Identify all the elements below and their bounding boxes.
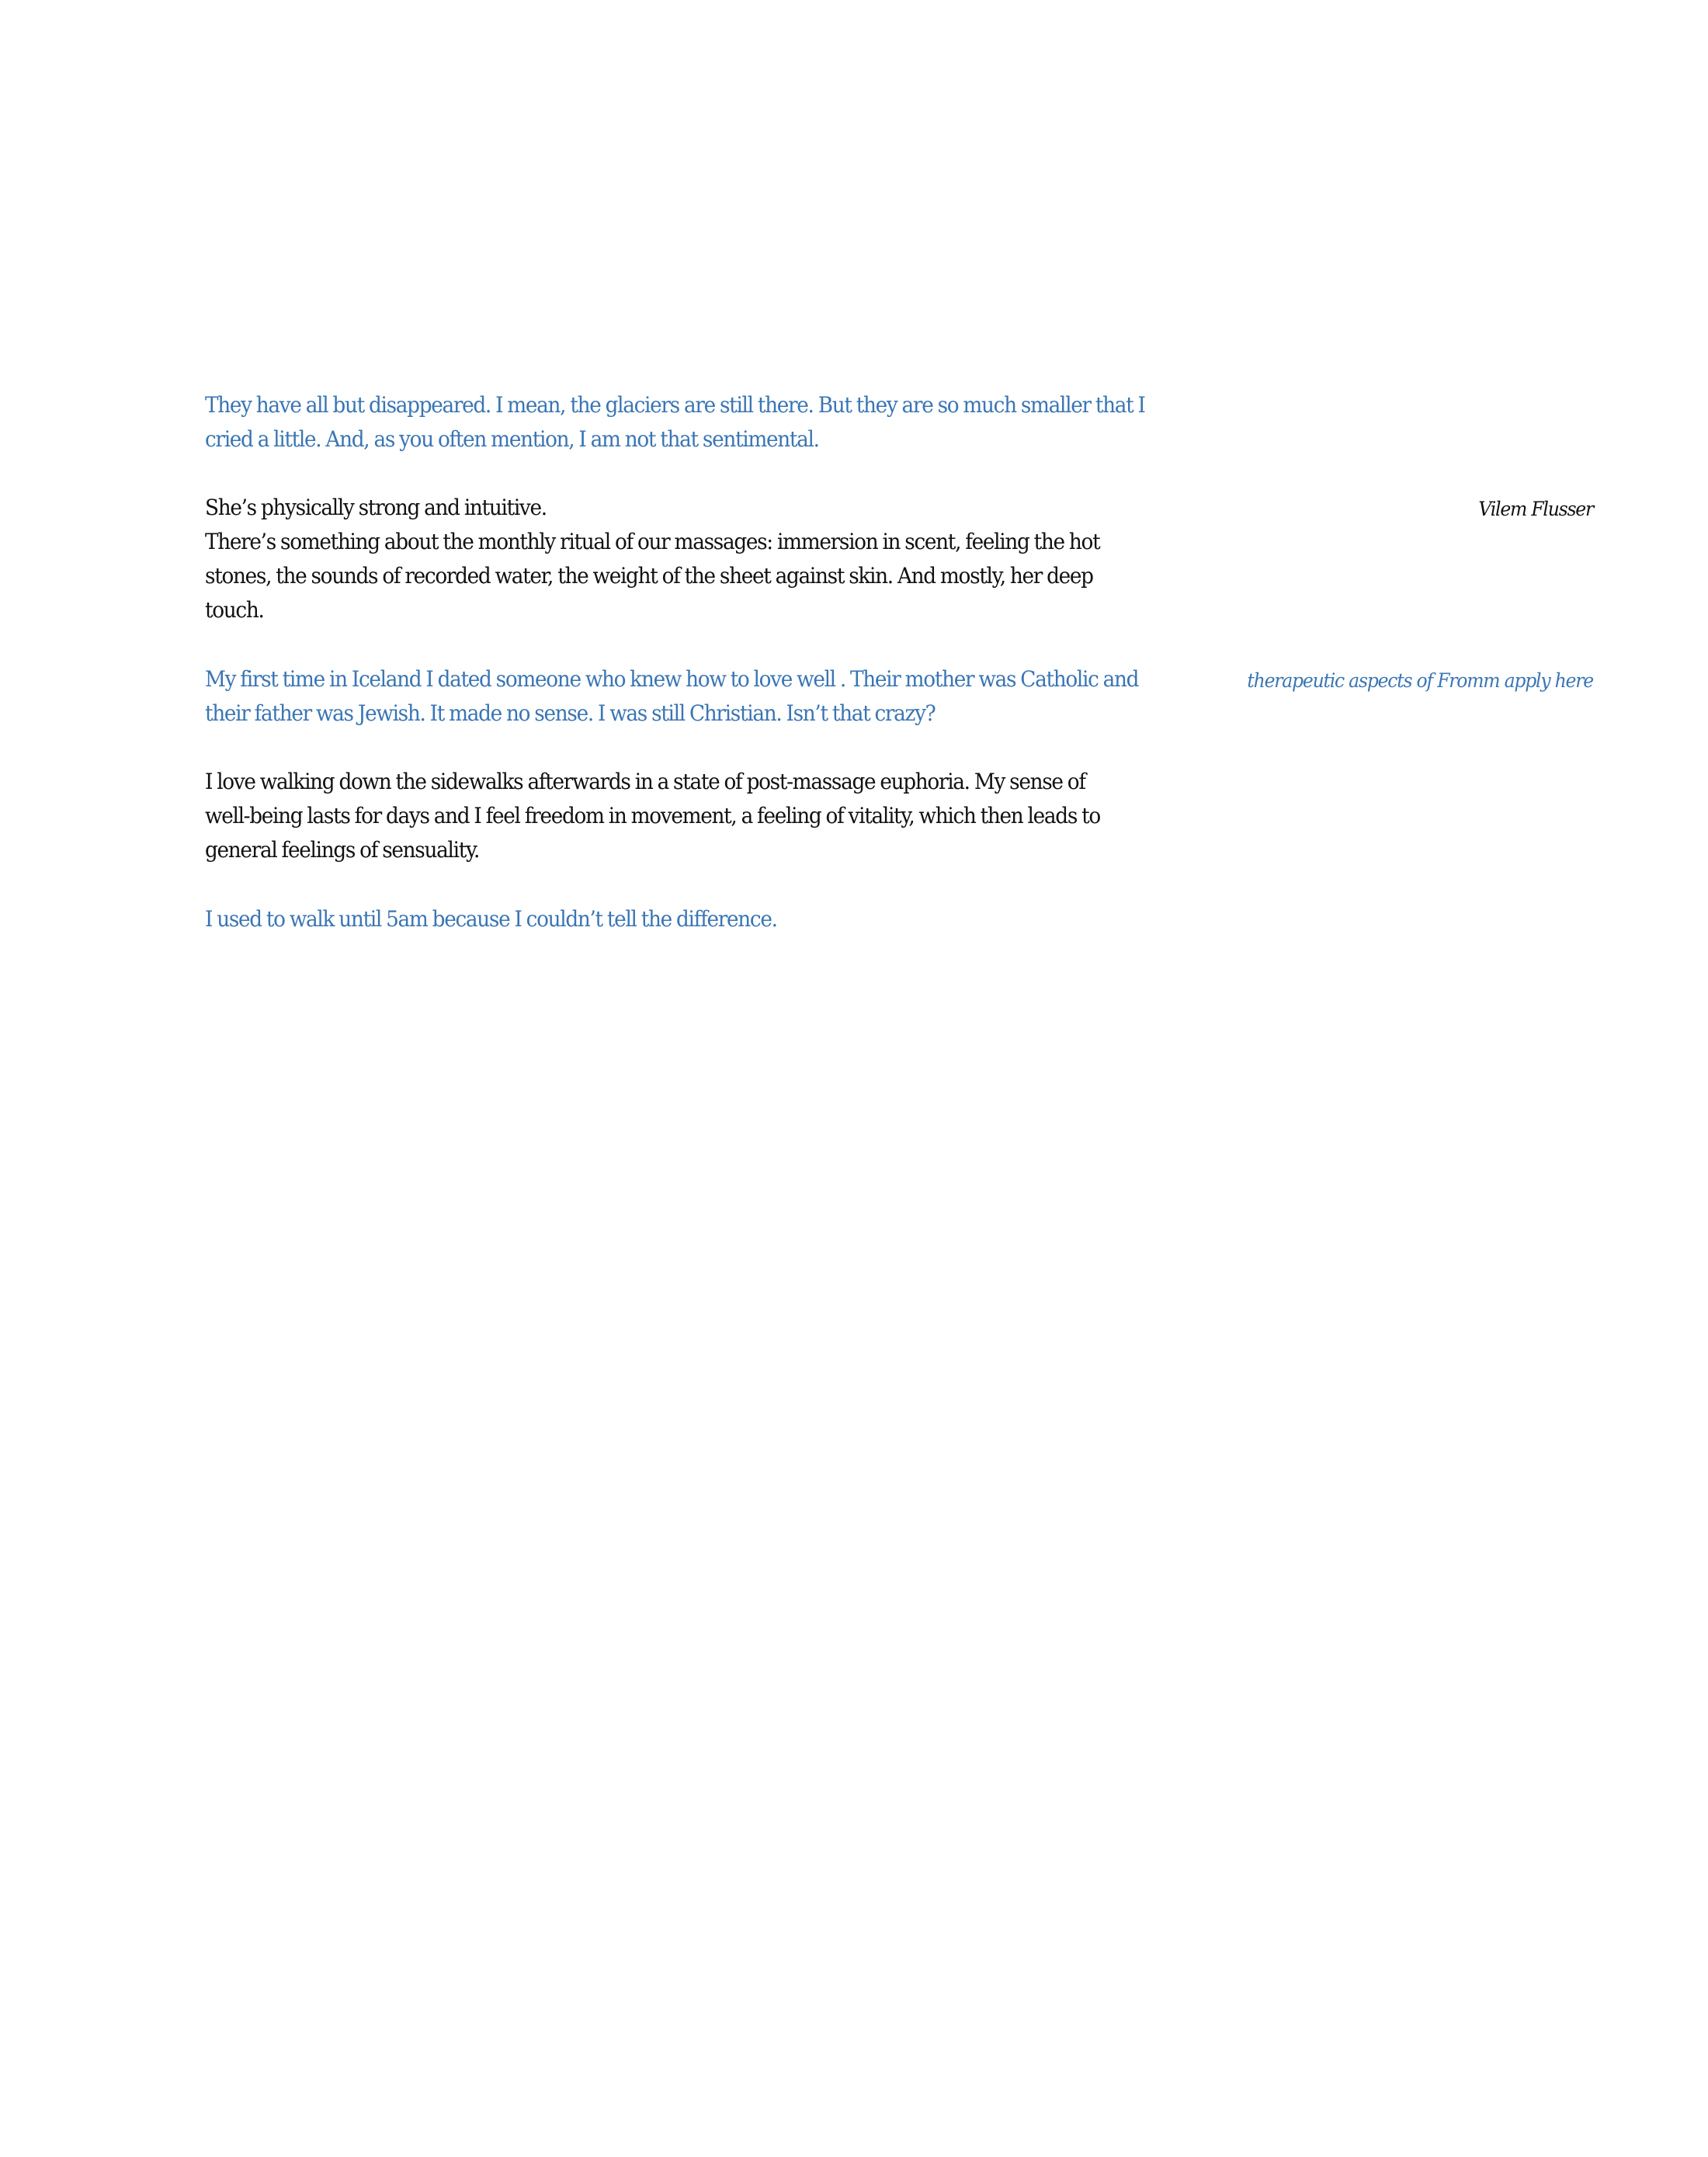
paragraph-line: stones, the sounds of recorded water, the weight of the sheet against skin. And mostly, her deep bbox=[205, 563, 1093, 589]
paragraph-massage-ritual bbox=[205, 491, 1100, 627]
paragraph-iceland bbox=[205, 662, 1139, 731]
paragraph-line: I used to walk until 5am because I couldn’t tell the difference. bbox=[205, 906, 777, 932]
paragraph-line: their father was Jewish. It made no sense. I was still Christian. Isn’t that crazy? bbox=[205, 700, 936, 726]
paragraph-line: general feelings of sensuality. bbox=[205, 837, 480, 863]
paragraph-line: cried a little. And, as you often mention, I am not that sentimental. bbox=[205, 426, 819, 452]
margin-note-fromm: therapeutic aspects of Fromm apply here bbox=[1247, 669, 1593, 692]
paragraph-line: I love walking down the sidewalks afterwards in a state of post-massage euphoria. My sense of bbox=[205, 769, 1085, 794]
paragraph-5am bbox=[205, 902, 1044, 936]
paragraph-line: They have all but disappeared. I mean, the glaciers are still there. But they are so much smaller that I bbox=[205, 392, 1145, 418]
paragraph-line: My first time in Iceland I dated someone who knew how to love well . Their mother was Catholic and bbox=[205, 666, 1139, 692]
paragraph-line: There’s something about the monthly ritual of our massages: immersion in scent, feeling the hot bbox=[205, 529, 1100, 554]
paragraph-glaciers bbox=[205, 388, 1145, 457]
paragraph-line: She’s physically strong and intuitive. bbox=[205, 495, 547, 520]
paragraph-line: touch. bbox=[205, 597, 264, 623]
paragraph-walking bbox=[205, 765, 1100, 867]
paragraph-line: well-being lasts for days and I feel freedom in movement, a feeling of vitality, which then leads to bbox=[205, 803, 1100, 828]
margin-note-flusser: Vilem Flusser bbox=[1478, 498, 1593, 520]
